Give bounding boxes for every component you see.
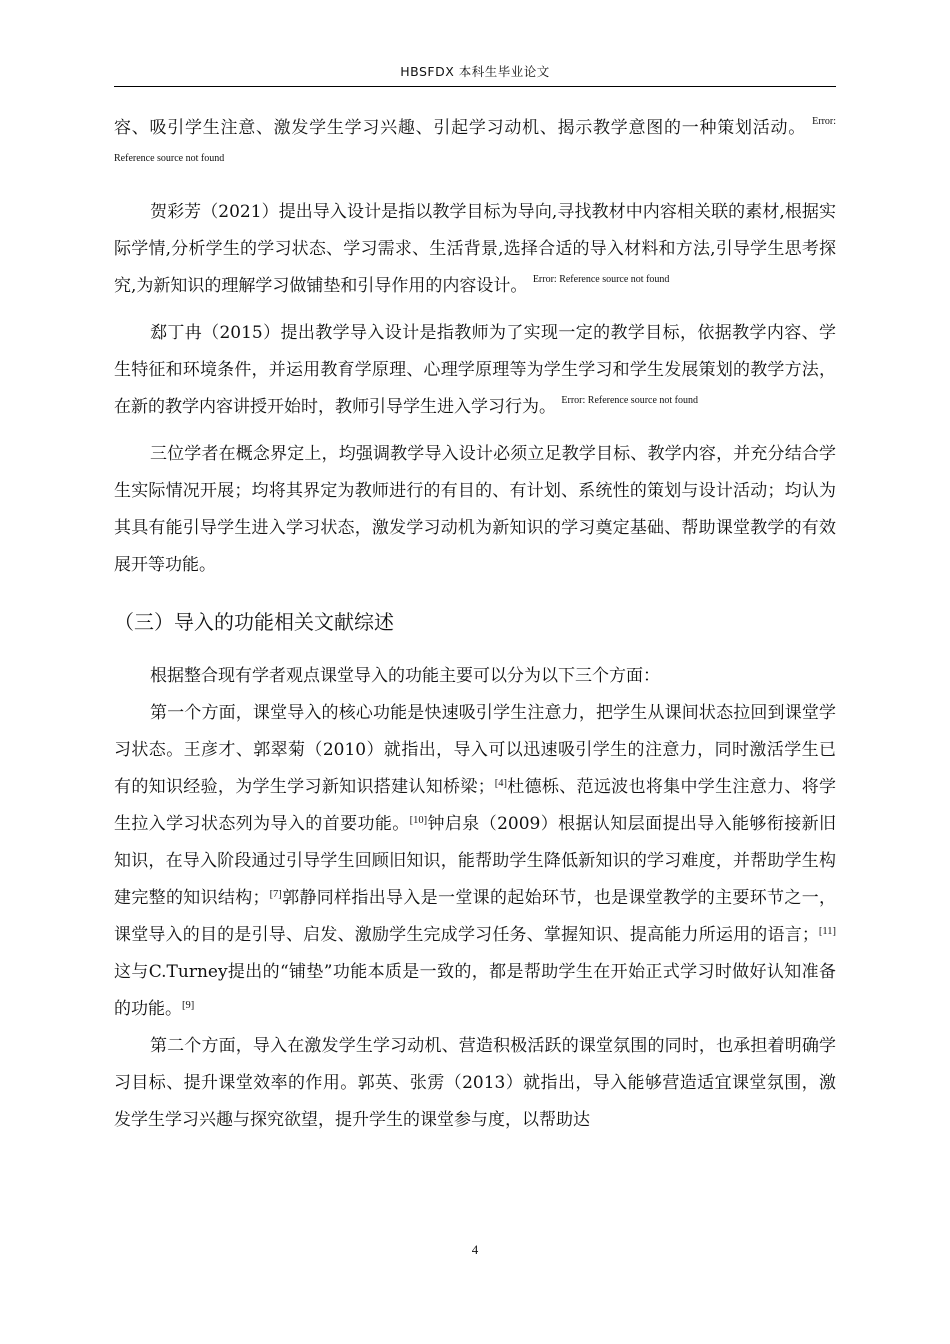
citation: [4] bbox=[494, 778, 507, 790]
sentence: 钟启泉（2009）根据认知层面提出导入能够衔接新旧知识，在导入阶段通过引导学生回顾旧知识，能帮助学生降低新知识的学习难度，并帮助学生构建完整的知识结构； bbox=[114, 814, 836, 908]
reference-error: Error: Reference source not found bbox=[532, 274, 670, 285]
section-heading: （三）导入的功能相关文献综述 bbox=[114, 610, 394, 634]
sentence: 杜德栎、范远波也将集中学生注意力、将学生拉入学习状态列为导入的首要功能。 bbox=[114, 777, 837, 834]
paragraph-he-caifang bbox=[114, 194, 836, 305]
paragraph-text: 郄丁冉（2015）提出教学导入设计是指教师为了实现一定的教学目标，依据教学内容、学生特征和环境条件，并运用教育学原理、心理学原理等为学生学习和学生发展策划的教学方法，在新的教学内容讲授开始时，教师引导学生进入学习行为。 bbox=[114, 323, 836, 417]
paragraph-text: 容、吸引学生注意、激发学生学习兴趣、引起学习动机、揭示教学意图的一种策划活动。 bbox=[114, 118, 806, 138]
paragraph-summary bbox=[114, 436, 836, 584]
citation: [11] bbox=[818, 926, 836, 938]
page-number: 4 bbox=[471, 1242, 479, 1257]
running-header: HBSFDX 本科生毕业论文 bbox=[400, 64, 550, 79]
paragraph-continuation bbox=[114, 110, 836, 184]
header-rule bbox=[114, 86, 836, 87]
sentence: 第一个方面，课堂导入的核心功能是快速吸引学生注意力，把学生从课间状态拉回到课堂学习状态。王彦才、郭翠菊（2010）就指出，导入可以迅速吸引学生的注意力，同时激活学生已有的知识经验，为学生学习新知识搭建认知桥梁； bbox=[114, 703, 836, 797]
paragraph-first-aspect bbox=[114, 695, 836, 1028]
paragraph-intro: 根据整合现有学者观点课堂导入的功能主要可以分为以下三个方面： bbox=[150, 666, 660, 686]
reference-error: Error: Reference source not found bbox=[114, 116, 837, 164]
paragraph-text: 贺彩芳（2021）提出导入设计是指以教学目标为导向,寻找教材中内容相关联的素材,根据实际学情,分析学生的学习状态、学习需求、生活背景,选择合适的导入材料和方法,引导学生思考探究,为新知识的理解学习做铺垫和引导作用的内容设计。 bbox=[114, 202, 836, 296]
paragraph-text: 三位学者在概念界定上，均强调教学导入设计必须立足教学目标、教学内容，并充分结合学生实际情况开展；均将其界定为教师进行的有目的、有计划、系统性的策划与设计活动；均认为其具有能引导学生进入学习状态，激发学习动机为新知识的学习奠定基础、帮助课堂教学的有效展开等功能。 bbox=[114, 444, 836, 575]
paragraph-qie-dingran bbox=[114, 315, 836, 426]
sentence: 郭静同样指出导入是一堂课的起始环节，也是课堂教学的主要环节之一，课堂导入的目的是引导、启发、激励学生完成学习任务、掌握知识、提高能力所运用的语言； bbox=[114, 888, 837, 945]
body-text bbox=[114, 110, 836, 1139]
reference-error: Error: Reference source not found bbox=[561, 395, 699, 406]
sentence: 这与C.Turney提出的“铺垫”功能本质是一致的，都是帮助学生在开始正式学习时做好认知准备的功能。 bbox=[114, 962, 836, 1019]
paragraph-second-aspect: 第二个方面，导入在激发学生学习动机、营造积极活跃的课堂氛围的同时，也承担着明确学习目标、提升课堂效率的作用。郭英、张雳（2013）就指出，导入能够营造适宜课堂氛围，激发学生学习兴趣与探究欲望，提升学生的课堂参与度，以帮助达 bbox=[114, 1036, 836, 1130]
citation: [7] bbox=[269, 889, 282, 901]
citation: [9] bbox=[182, 1000, 195, 1012]
citation: [10] bbox=[409, 815, 428, 827]
